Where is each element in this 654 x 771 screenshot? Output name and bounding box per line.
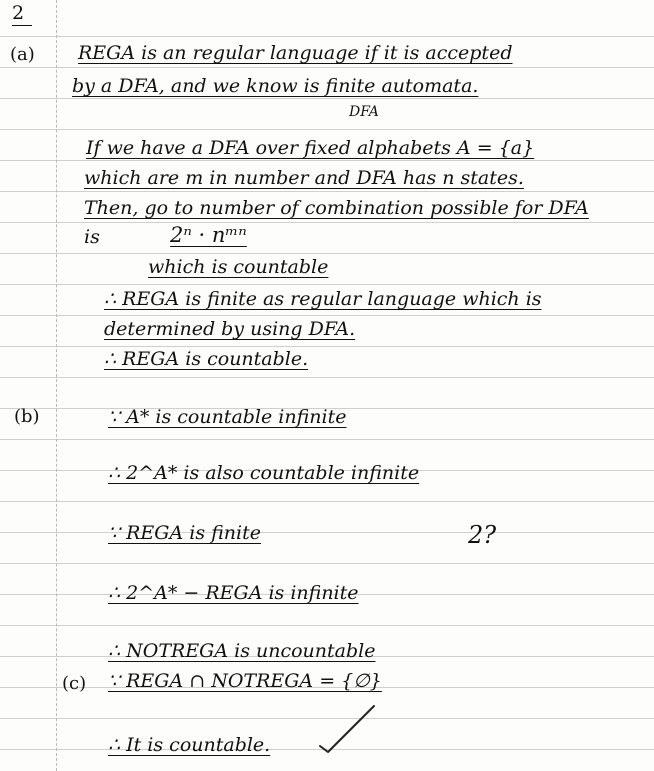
- part-a-line-10: ∴ REGA is countable.: [104, 348, 309, 370]
- part-b-line-5: ∴ NOTREGA is uncountable: [108, 640, 376, 662]
- part-b-line-1: ∵ A* is countable infinite: [108, 406, 347, 428]
- check-mark-icon: [318, 702, 378, 754]
- part-a-line-8: ∴ REGA is finite as regular language which is: [104, 288, 542, 310]
- part-c-label: (c): [62, 673, 87, 694]
- part-b-line-2: ∴ 2^A* is also countable infinite: [108, 462, 420, 484]
- grade-mark: 2?: [468, 521, 497, 549]
- part-c-line-2: ∴ It is countable.: [108, 734, 271, 756]
- part-a-line-9: determined by using DFA.: [104, 318, 356, 340]
- part-a-line-3: If we have a DFA over fixed alphabets A = {a}: [86, 137, 535, 159]
- part-b-line-3: ∵ REGA is finite: [108, 522, 261, 544]
- part-a-line-2: by a DFA, and we know is finite automata.: [72, 75, 479, 97]
- part-a-line-1: REGA is an regular language if it is accepted: [78, 42, 513, 64]
- part-a-line-5: Then, go to number of combination possible for DFA: [84, 197, 589, 219]
- part-b-label: (b): [14, 406, 40, 427]
- question-number: 2: [12, 2, 32, 26]
- part-b-line-4: ∴ 2^A* − REGA is infinite: [108, 582, 359, 604]
- part-a-label: (a): [10, 44, 35, 65]
- part-a-insertion-dfa: DFA: [349, 104, 379, 120]
- part-a-line-7: which is countable: [148, 256, 329, 278]
- part-a-line-4: which are m in number and DFA has n states.: [84, 167, 524, 189]
- part-a-line-6: is: [84, 226, 100, 248]
- part-c-line-1: ∵ REGA ∩ NOTREGA = {∅}: [108, 670, 382, 692]
- margin-line: [56, 0, 57, 771]
- part-a-formula: 2ⁿ · nᵐⁿ: [170, 223, 247, 247]
